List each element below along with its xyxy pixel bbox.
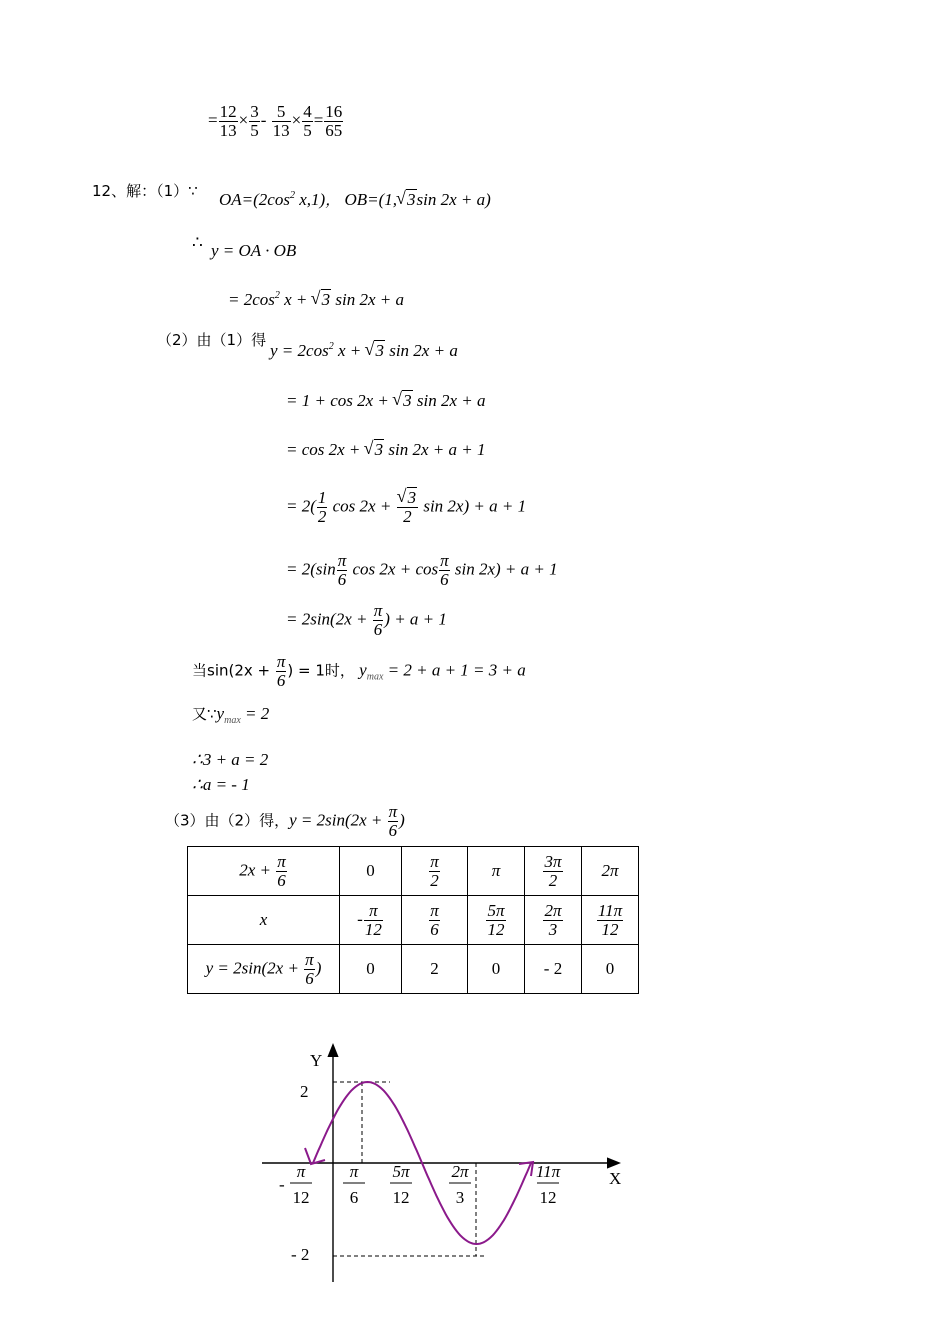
x-tick-label	[390, 1162, 412, 1207]
x-tick-label	[343, 1162, 365, 1207]
x-tick-label	[279, 1162, 312, 1207]
svg-text:12: 12	[392, 1188, 410, 1207]
dot-product-line: y = OA · OB	[211, 241, 297, 260]
table-cell: $\frac{3\pi}{2}$	[525, 847, 582, 896]
part2-line-1: $y = 2\cos^2$ x + √ 3 sin 2x + a	[270, 342, 458, 359]
svg-text:π: π	[296, 1162, 306, 1181]
table-cell: $\frac{5\pi}{12}$	[468, 896, 525, 945]
y-min-label: - 2	[291, 1245, 310, 1264]
x-tick-label	[536, 1162, 561, 1207]
given-max-line: 又$\because y_{max} = 2$	[192, 704, 270, 726]
part2-line-5: = 2(sin $\frac{\pi}{6}$ cos 2x + cos $\frac{\pi}{6}$ sin 2x) + a + 1	[286, 551, 558, 589]
svg-text:12: 12	[539, 1188, 557, 1207]
table-cell: 2	[402, 945, 468, 994]
question-12-label: 12、解：（1）∵	[92, 182, 198, 200]
svg-text:12: 12	[292, 1188, 310, 1207]
svg-text:6: 6	[349, 1188, 359, 1207]
table-cell: $\frac{2\pi}{3}$	[525, 896, 582, 945]
table-cell: $\frac{\pi}{2}$	[402, 847, 468, 896]
x-axis-label: X	[609, 1169, 622, 1188]
svg-text:5π: 5π	[392, 1162, 410, 1181]
x-tick-label	[449, 1162, 471, 1207]
table-cell: π	[468, 847, 525, 896]
table-row-label: 2x + $\frac{\pi}{6}$	[188, 847, 340, 896]
table-cell: $\frac{\pi}{6}$	[402, 896, 468, 945]
svg-text:2π: 2π	[451, 1162, 469, 1181]
y-max-label: 2	[300, 1082, 309, 1101]
expanded-line: = $2\cos^2$ x + √ 3 sin 2x + a	[228, 291, 404, 308]
svg-text:-: -	[279, 1175, 285, 1194]
vector-definition: $OA=(2\cos^2$ x,1)， OB=(1,√ 3sin 2x + a)	[219, 191, 491, 208]
therefore-line-1: ∴3 + a = 2	[192, 750, 269, 769]
max-condition-line: 当sin(2x + $\frac{\pi}{6}$ ) = 1时， $y_{max} = 2 + a + 1 = 3 + a$	[192, 652, 526, 690]
table-cell: 0	[340, 847, 402, 896]
part-2-label: （2）由（1）得	[157, 331, 267, 349]
svg-text:3: 3	[455, 1188, 465, 1207]
part-3-line: （3）由（2）得，y = 2sin(2x + $\frac{\pi}{6}$ )	[165, 802, 405, 840]
table-cell: - $\frac{\pi}{12}$	[340, 896, 402, 945]
part2-line-3: = cos 2x + √ 3 sin 2x + a + 1	[286, 441, 485, 458]
part2-line-2: = 1 + cos 2x + √ 3 sin 2x + a	[286, 392, 485, 409]
therefore-symbol: ∴	[192, 233, 203, 252]
x-tick-labels	[279, 1162, 561, 1207]
svg-text:11π: 11π	[535, 1162, 561, 1181]
table-row-label: y = 2sin(2x + $\frac{\pi}{6}$ )	[188, 945, 340, 994]
part2-line-4: = 2( $\frac{1}{2}$ cos 2x + √ $\frac{3}{2}$ sin 2x) + a + 1	[286, 489, 526, 526]
therefore-line-2: ∴a = - 1	[192, 775, 250, 794]
table-row-label: x	[188, 896, 340, 945]
result-line: = $\frac{12}{13}$ × $\frac{3}{5}$ - $\frac{5}{13}$ × $\frac{4}{5}$ = $\frac{16}{65}$	[208, 102, 343, 140]
table-cell: - 2	[525, 945, 582, 994]
y-axis-label: Y	[310, 1051, 323, 1070]
table-cell: 0	[468, 945, 525, 994]
table-cell: $\frac{11\pi}{12}$	[582, 896, 639, 945]
table-cell: 2π	[582, 847, 639, 896]
svg-text:π: π	[349, 1162, 359, 1181]
table-cell: 0	[582, 945, 639, 994]
table-cell: 0	[340, 945, 402, 994]
part2-line-6: = 2sin(2x + $\frac{\pi}{6}$ ) + a + 1	[286, 601, 447, 639]
